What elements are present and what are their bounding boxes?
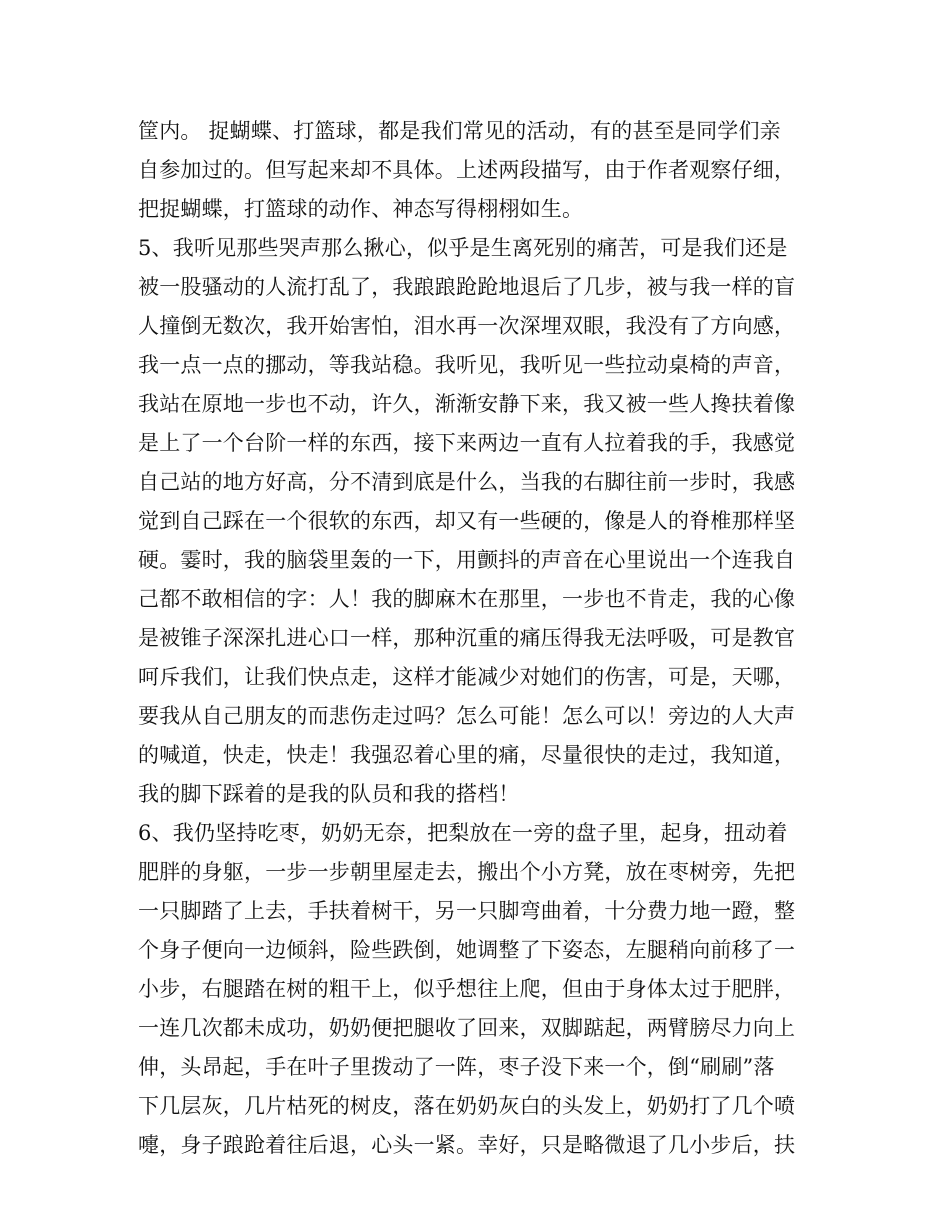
text-line: 一连几次都未成功，奶奶便把腿收了回来，双脚踮起，两臂膀尽力向上	[138, 1016, 796, 1040]
text-line: 一只脚踏了上去，手扶着树干，另一只脚弯曲着，十分费力地一蹬，整	[138, 899, 796, 923]
text-line: 呵斥我们，让我们快点走，这样才能减少对她们的伤害，可是，天哪，	[138, 665, 796, 689]
text-line: 觉到自己踩在一个很软的东西，却又有一些硬的，像是人的脊椎那样坚	[138, 509, 796, 533]
text-line: 肥胖的身躯，一步一步朝里屋走去，搬出个小方凳，放在枣树旁，先把	[138, 860, 796, 884]
text-line: 嚏，身子踉跄着往后退，心头一紧。幸好，只是略微退了几小步后，扶	[138, 1133, 796, 1157]
text-line: 5、我听见那些哭声那么揪心，似乎是生离死别的痛苦，可是我们还是	[138, 236, 788, 260]
text-line: 是被锥子深深扎进心口一样，那种沉重的痛压得我无法呼吸，可是教官	[138, 626, 796, 650]
text-line: 被一股骚动的人流打乱了，我踉踉跄跄地退后了几步，被与我一样的盲	[138, 275, 796, 299]
text-line: 伸，头昂起，手在叶子里拨动了一阵，枣子没下来一个，倒“刷刷”落	[138, 1055, 775, 1079]
text-line: 是上了一个台阶一样的东西，接下来两边一直有人拉着我的手，我感觉	[138, 431, 796, 455]
text-line: 筐内。 捉蝴蝶、打篮球，都是我们常见的活动，有的甚至是同学们亲	[138, 119, 781, 143]
text-line: 把捉蝴蝶，打篮球的动作、神态写得栩栩如生。	[138, 197, 584, 221]
text-line: 个身子便向一边倾斜，险些跌倒，她调整了下姿态，左腿稍向前移了一	[138, 938, 796, 962]
text-line: 的喊道，快走，快走！我强忍着心里的痛，尽量很快的走过，我知道，	[138, 743, 796, 767]
document-body	[138, 112, 818, 1165]
text-line: 己都不敢相信的字：人！我的脚麻木在那里，一步也不肯走，我的心像	[138, 587, 796, 611]
text-line: 小步，右腿踏在树的粗干上，似乎想往上爬，但由于身体太过于肥胖，	[138, 977, 796, 1001]
text-line: 6、我仍坚持吃枣，奶奶无奈，把梨放在一旁的盘子里，起身，扭动着	[138, 821, 788, 845]
text-line: 人撞倒无数次，我开始害怕，泪水再一次深埋双眼，我没有了方向感，	[138, 314, 796, 338]
text-line: 硬。霎时，我的脑袋里轰的一下，用颤抖的声音在心里说出一个连我自	[138, 548, 796, 572]
text-line: 要我从自己朋友的而悲伤走过吗？怎么可能！怎么可以！旁边的人大声	[138, 704, 796, 728]
text-line: 我的脚下踩着的是我的队员和我的搭档！	[138, 782, 520, 806]
text-line: 我站在原地一步也不动，许久，渐渐安静下来，我又被一些人搀扶着像	[138, 392, 796, 416]
text-line: 自参加过的。但写起来却不具体。上述两段描写，由于作者观察仔细，	[138, 158, 796, 182]
text-line: 我一点一点的挪动，等我站稳。我听见，我听见一些拉动桌椅的声音，	[138, 353, 796, 377]
text-line: 自己站的地方好高，分不清到底是什么，当我的右脚往前一步时，我感	[138, 470, 796, 494]
text-line: 下几层灰，几片枯死的树皮，落在奶奶灰白的头发上，奶奶打了几个喷	[138, 1094, 796, 1118]
